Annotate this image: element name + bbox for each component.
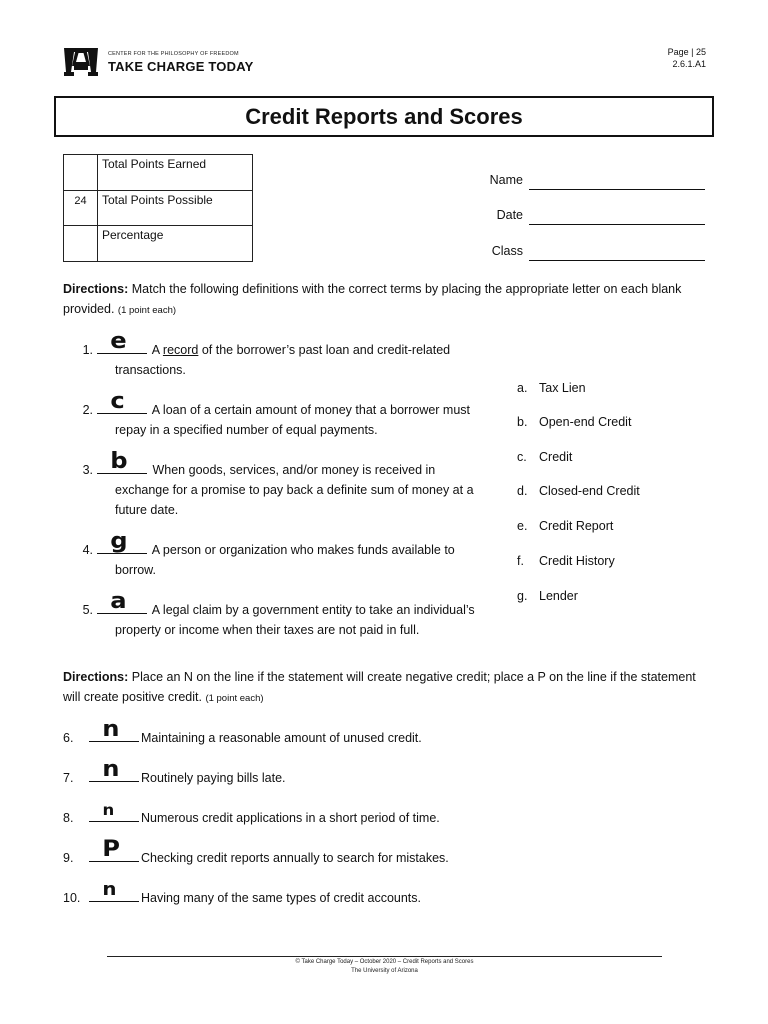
question-number: 5. <box>82 603 93 617</box>
table-row <box>64 155 253 191</box>
answer-blank[interactable] <box>97 449 147 474</box>
points-note: (1 point each) <box>205 693 264 704</box>
question-10: 10. n Having many of the same types of credit accounts. <box>63 879 421 905</box>
question-number: 8. <box>63 811 74 825</box>
question-6: 6. n Maintaining a reasonable amount of unused credit. <box>63 717 422 745</box>
answer-blank[interactable] <box>97 329 147 354</box>
footer-divider <box>107 956 662 957</box>
points-label: Percentage <box>98 226 253 262</box>
handwritten-answer: n <box>102 879 117 900</box>
page-label: Page | 25 <box>667 47 706 57</box>
question-number: 9. <box>63 851 74 865</box>
handwritten-answer: b <box>110 449 128 474</box>
question-number: 1. <box>82 343 93 357</box>
handwritten-answer: e <box>110 329 127 354</box>
handwritten-answer: a <box>110 589 127 614</box>
question-9: 9. P Checking credit reports annually to search for mistakes. <box>63 837 449 865</box>
class-field[interactable] <box>529 260 705 261</box>
question-number: 10. <box>63 891 81 905</box>
question-4: 4. g A person or organization who makes funds available to borrow. <box>63 540 503 580</box>
points-note: (1 point each) <box>117 305 177 316</box>
handwritten-answer: g <box>110 529 128 554</box>
table-row <box>64 226 253 262</box>
question-5: 5. a A legal claim by a government entity to take an individual’s property or income when their taxes are not paid in full. <box>63 600 503 640</box>
title-box <box>54 96 714 137</box>
directions-matching <box>63 279 713 321</box>
question-2: 2. c A loan of a certain amount of money that a borrower must repay in a specified number of equal payments. <box>63 400 503 440</box>
answer-blank[interactable] <box>89 801 139 822</box>
table-row <box>64 190 253 226</box>
name-field[interactable] <box>529 189 705 190</box>
directions-negative-positive <box>63 667 713 709</box>
question-number: 4. <box>82 543 93 557</box>
answer-blank[interactable] <box>97 529 147 554</box>
date-field[interactable] <box>529 224 705 225</box>
handwritten-answer: P <box>102 837 120 862</box>
option-d: d. Closed-end Credit <box>517 484 640 498</box>
option-b: b. Open-end Credit <box>517 415 632 429</box>
date-label: Date <box>496 208 523 222</box>
page-title: Credit Reports and Scores <box>245 103 523 129</box>
points-cell[interactable] <box>64 155 98 191</box>
underlined-word: record <box>162 343 199 357</box>
logo-title: TAKE CHARGE TODAY <box>108 59 254 74</box>
university-a-logo-icon <box>63 44 99 78</box>
question-7: 7. n Routinely paying bills late. <box>63 757 286 785</box>
points-label: Total Points Earned <box>98 155 253 191</box>
handwritten-answer: c <box>110 389 125 414</box>
question-8: 8. n Numerous credit applications in a short period of time. <box>63 801 440 825</box>
directions-text: Place an N on the line if the statement will create negative credit; place a P on the line if the statement will create positive credit. <box>63 670 696 704</box>
directions-text: Match the following definitions with the correct terms by placing the appropriate letter on each blank provided. <box>63 282 682 316</box>
class-label: Class <box>491 244 523 258</box>
question-number: 6. <box>63 731 74 745</box>
points-cell[interactable] <box>64 226 98 262</box>
page-number-block <box>668 46 706 70</box>
doc-code: 2.6.1.A1 <box>672 59 706 69</box>
question-number: 7. <box>63 771 74 785</box>
question-3: 3. b When goods, services, and/or money is received in exchange for a promise to pay back a definite sum of money at a future date. <box>63 460 503 520</box>
answer-blank[interactable] <box>89 837 139 862</box>
directions-label: Directions: <box>63 670 129 684</box>
logo-subtitle: CENTER FOR THE PHILOSOPHY OF FREEDOM <box>108 51 239 57</box>
handwritten-answer: n <box>102 801 115 819</box>
points-cell: 24 <box>64 190 98 226</box>
question-number: 2. <box>82 403 93 417</box>
name-label: Name <box>489 173 523 187</box>
points-label: Total Points Possible <box>98 190 253 226</box>
footer-university: The University of Arizona <box>351 968 418 974</box>
handwritten-answer: n <box>102 717 120 742</box>
footer-copyright: © Take Charge Today – October 2020 – Credit Reports and Scores <box>295 959 474 965</box>
option-a: a. Tax Lien <box>517 381 586 395</box>
option-f: f. Credit History <box>517 554 615 568</box>
directions-label: Directions: <box>63 282 129 296</box>
question-1: 1. e A record of the borrower’s past loan and credit-related transactions. <box>63 340 503 380</box>
answer-blank[interactable] <box>97 389 147 414</box>
answer-blank[interactable] <box>89 879 139 902</box>
answer-blank[interactable] <box>89 757 139 782</box>
handwritten-answer: n <box>102 757 120 782</box>
option-g: g. Lender <box>517 589 578 603</box>
option-c: c. Credit <box>517 450 573 464</box>
question-number: 3. <box>82 463 93 477</box>
answer-blank[interactable] <box>97 589 147 614</box>
option-e: e. Credit Report <box>517 519 614 533</box>
points-table <box>63 154 253 262</box>
answer-blank[interactable] <box>89 717 139 742</box>
